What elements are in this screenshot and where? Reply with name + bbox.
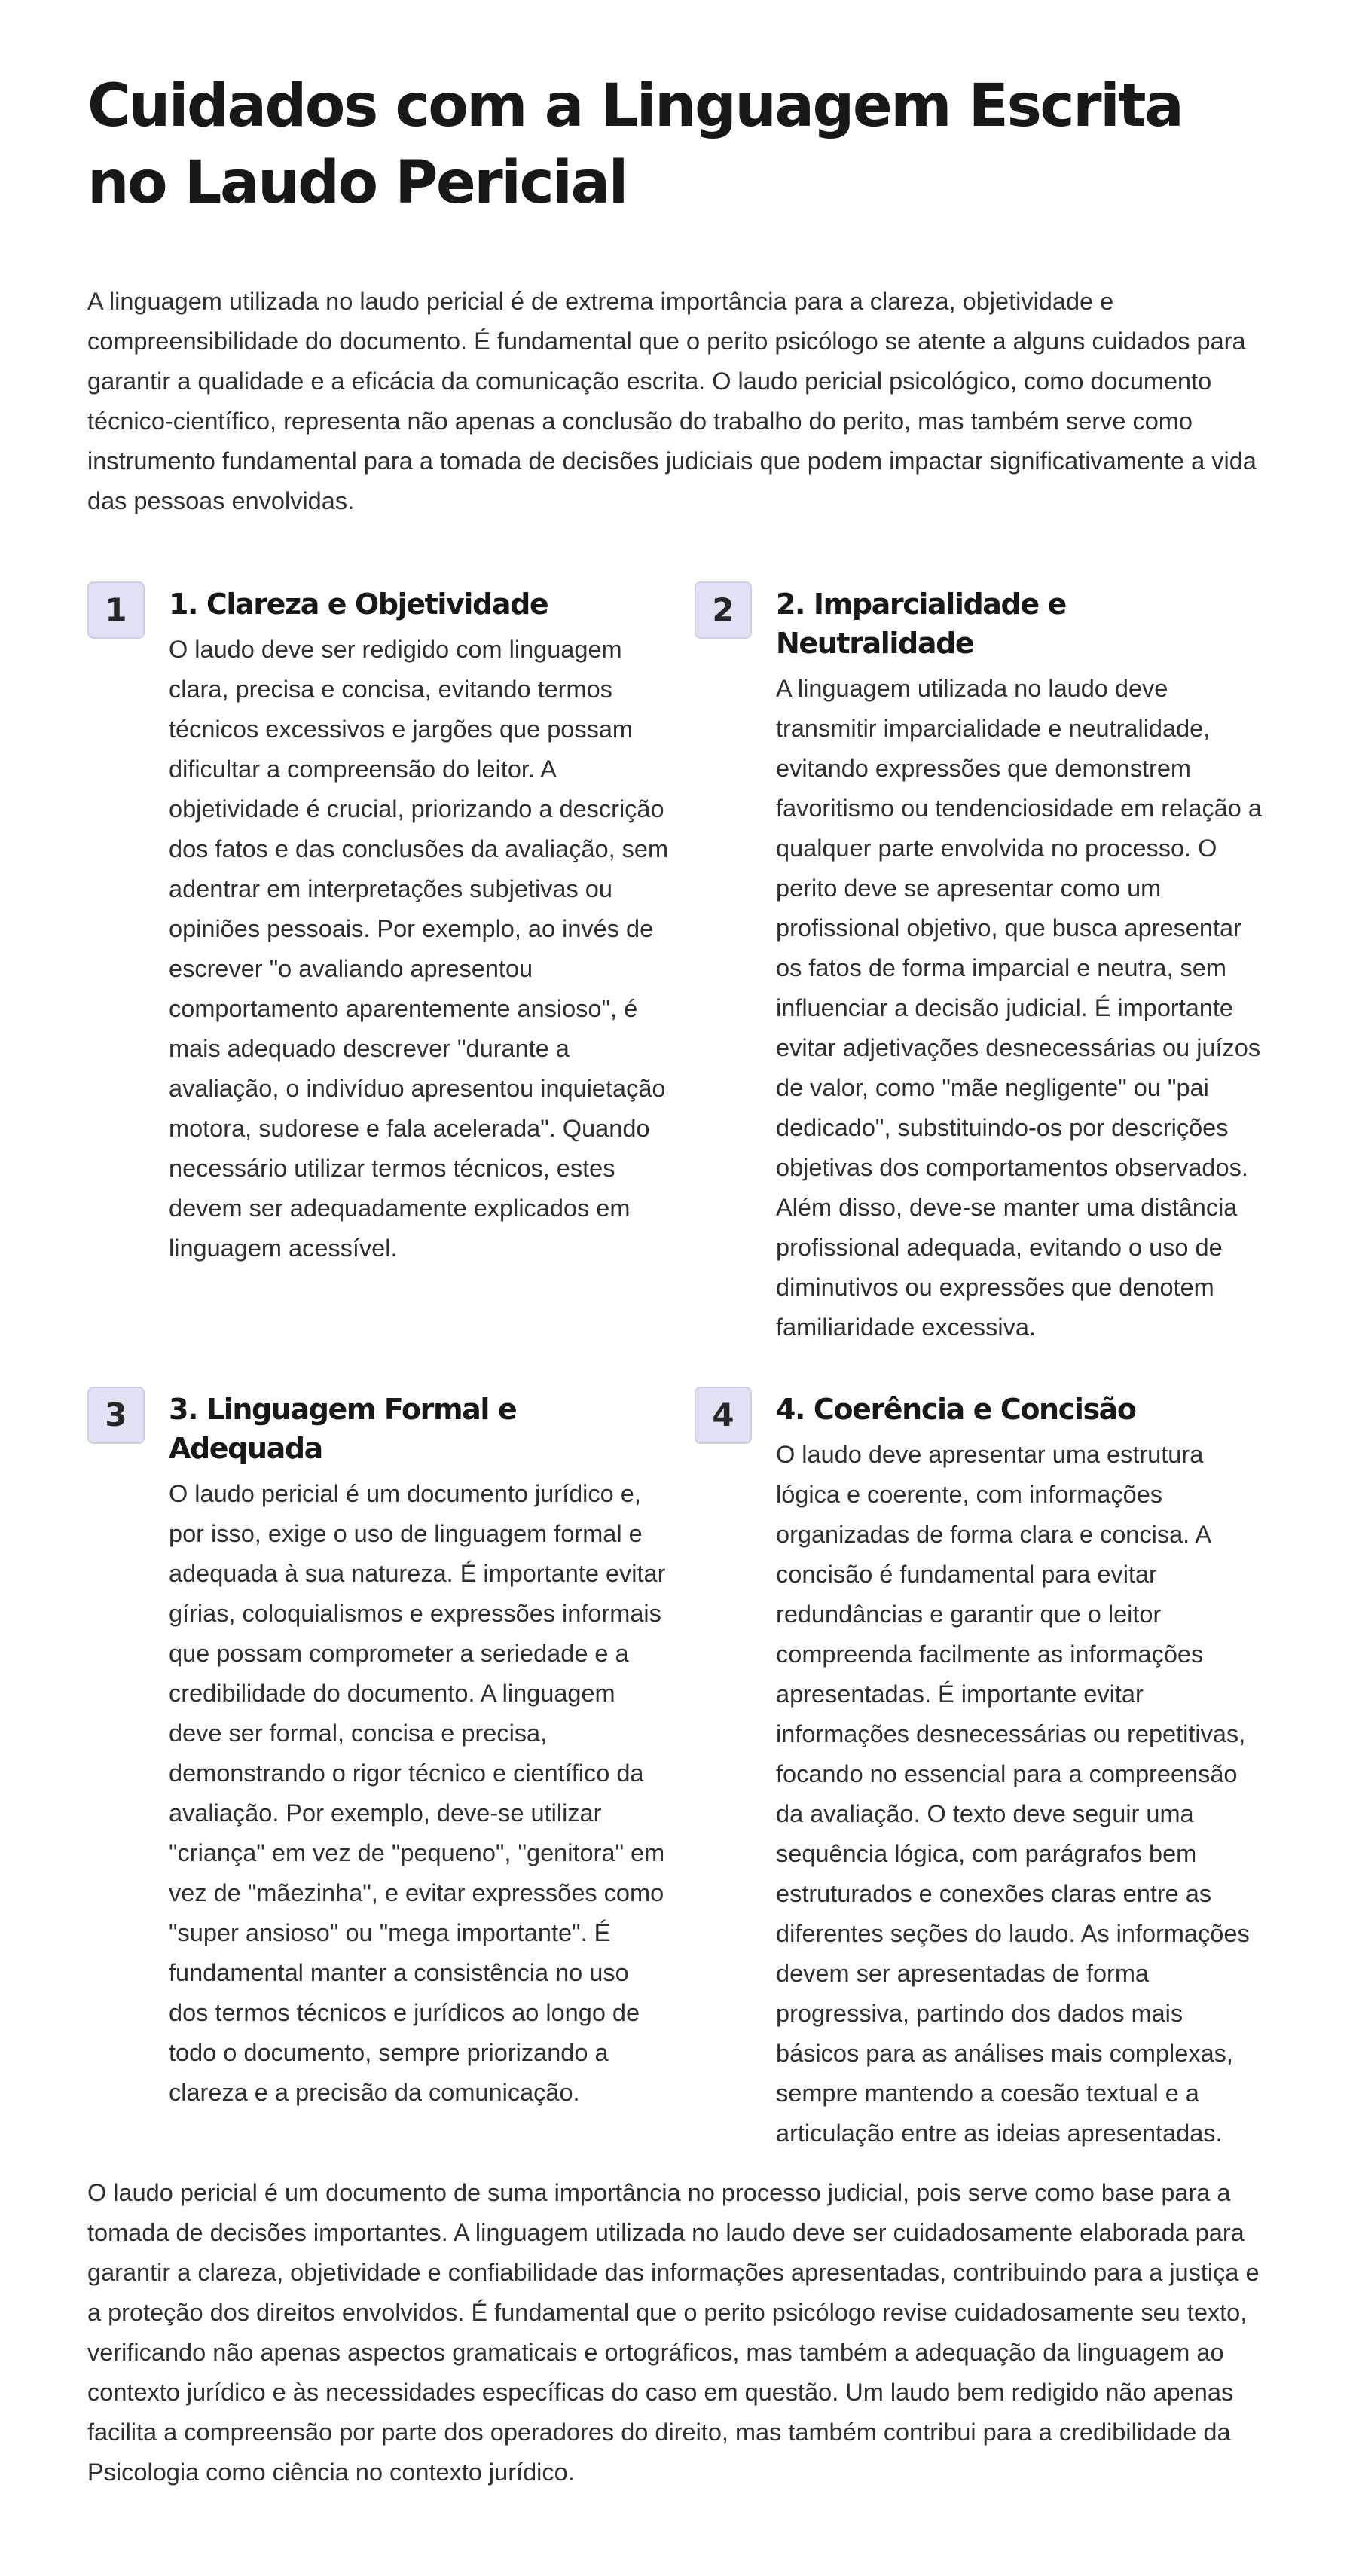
- section-content: [169, 1387, 672, 2113]
- section-imparcialidade: [695, 581, 1264, 1348]
- section-content: [776, 1387, 1264, 2153]
- sections-grid: [87, 581, 1269, 2153]
- section-number-badge: 2: [695, 581, 752, 639]
- section-title: 2. Imparcialidade e Neutralidade: [776, 588, 1066, 660]
- section-clareza: [87, 581, 695, 1348]
- section-content: [169, 581, 672, 1268]
- section-text: O laudo deve apresentar uma estrutura lógica e coerente, com informações organizadas de forma clara e concisa. A concisão é fundamental para evitar redundâncias e garantir que o leitor compreenda facilmente as informações apresentadas. É importante evitar informações desnecessárias ou repetitivas, focando no essencial para a compreensão da avaliação. O texto deve seguir uma sequência lógica, com parágrafos bem estruturados e conexões claras entre as diferentes seções do laudo. As informações devem ser apresentadas de forma progressiva, partindo dos dados mais básicos para as análises mais complexas, sempre mantendo a coesão textual e a articulação entre as ideias apresentadas.: [776, 1441, 1250, 2147]
- section-text: O laudo deve ser redigido com linguagem clara, precisa e concisa, evitando termos técnicos excessivos e jargões que possam dificultar a compreensão do leitor. A objetividade é crucial, priorizando a descrição dos fatos e das conclusões da avaliação, sem adentrar em interpretações subjetivas ou opiniões pessoais. Por exemplo, ao invés de escrever "o avaliando apresentou comportamento aparentemente ansioso", é mais adequado descrever "durante a avaliação, o indivíduo apresentou inquietação motora, sudorese e fala acelerada". Quando necessário utilizar termos técnicos, estes devem ser adequadamente explicados em linguagem acessível.: [169, 636, 669, 1262]
- section-title: 3. Linguagem Formal e Adequada: [169, 1393, 517, 1465]
- conclusion-paragraph: O laudo pericial é um documento de suma importância no processo judicial, pois serve como base para a tomada de decisões importantes. A linguagem utilizada no laudo deve ser cuidadosamente elaborada para garantir a clareza, objetividade e confiabilidade das informações apresentadas, contribuindo para a justiça e a proteção dos direitos envolvidos. É fundamental que o perito psicólogo revise cuidadosamente seu texto, verificando não apenas aspectos gramaticais e ortográficos, mas também a adequação da linguagem ao contexto jurídico e às necessidades específicas do caso em questão. Um laudo bem redigido não apenas facilita a compreensão por parte dos operadores do direito, mas também contribui para a credibilidade da Psicologia como ciência no contexto jurídico.: [87, 2179, 1260, 2486]
- section-text: O laudo pericial é um documento jurídico e, por isso, exige o uso de linguagem formal e adequada à sua natureza. É importante evitar gírias, coloquialismos e expressões informais que possam comprometer a seriedade e a credibilidade do documento. A linguagem deve ser formal, concisa e precisa, demonstrando o rigor técnico e científico da avaliação. Por exemplo, deve-se utilizar "criança" em vez de "pequeno", "genitora" em vez de "mãezinha", e evitar expressões como "super ansioso" ou "mega importante". É fundamental manter a consistência no uso dos termos técnicos e jurídicos ao longo de todo o documento, sempre priorizando a clareza e a precisão da comunicação.: [169, 1480, 666, 2106]
- intro-paragraph: A linguagem utilizada no laudo pericial é de extrema importância para a clareza, objetividade e compreensibilidade do documento. É fundamental que o perito psicólogo se atente a alguns cuidados para garantir a qualidade e a eficácia da comunicação escrita. O laudo pericial psicológico, como documento técnico-científico, representa não apenas a conclusão do trabalho do perito, mas também serve como instrumento fundamental para a tomada de decisões judiciais que podem impactar significativamente a vida das pessoas envolvidas.: [87, 288, 1257, 514]
- section-text: A linguagem utilizada no laudo deve transmitir imparcialidade e neutralidade, evitando expressões que demonstrem favoritismo ou tendenciosidade em relação a qualquer parte envolvida no processo. O perito deve se apresentar como um profissional objetivo, que busca apresentar os fatos de forma imparcial e neutra, sem influenciar a decisão judicial. É importante evitar adjetivações desnecessárias ou juízos de valor, como "mãe negligente" ou "pai dedicado", substituindo-os por descrições objetivas dos comportamentos observados. Além disso, deve-se manter uma distância profissional adequada, evitando o uso de diminutivos ou expressões que denotem familiaridade excessiva.: [776, 675, 1262, 1341]
- page-title: Cuidados com a Linguagem Escrita no Laudo Pericial: [87, 72, 1183, 217]
- section-title: 4. Coerência e Concisão: [776, 1393, 1136, 1426]
- section-coerencia: [695, 1387, 1264, 2153]
- section-number-badge: 1: [87, 581, 145, 639]
- section-number-badge: 4: [695, 1387, 752, 1444]
- section-linguagem-formal: [87, 1387, 695, 2153]
- section-number-badge: 3: [87, 1387, 145, 1444]
- section-content: [776, 581, 1264, 1348]
- section-title: 1. Clareza e Objetividade: [169, 588, 548, 621]
